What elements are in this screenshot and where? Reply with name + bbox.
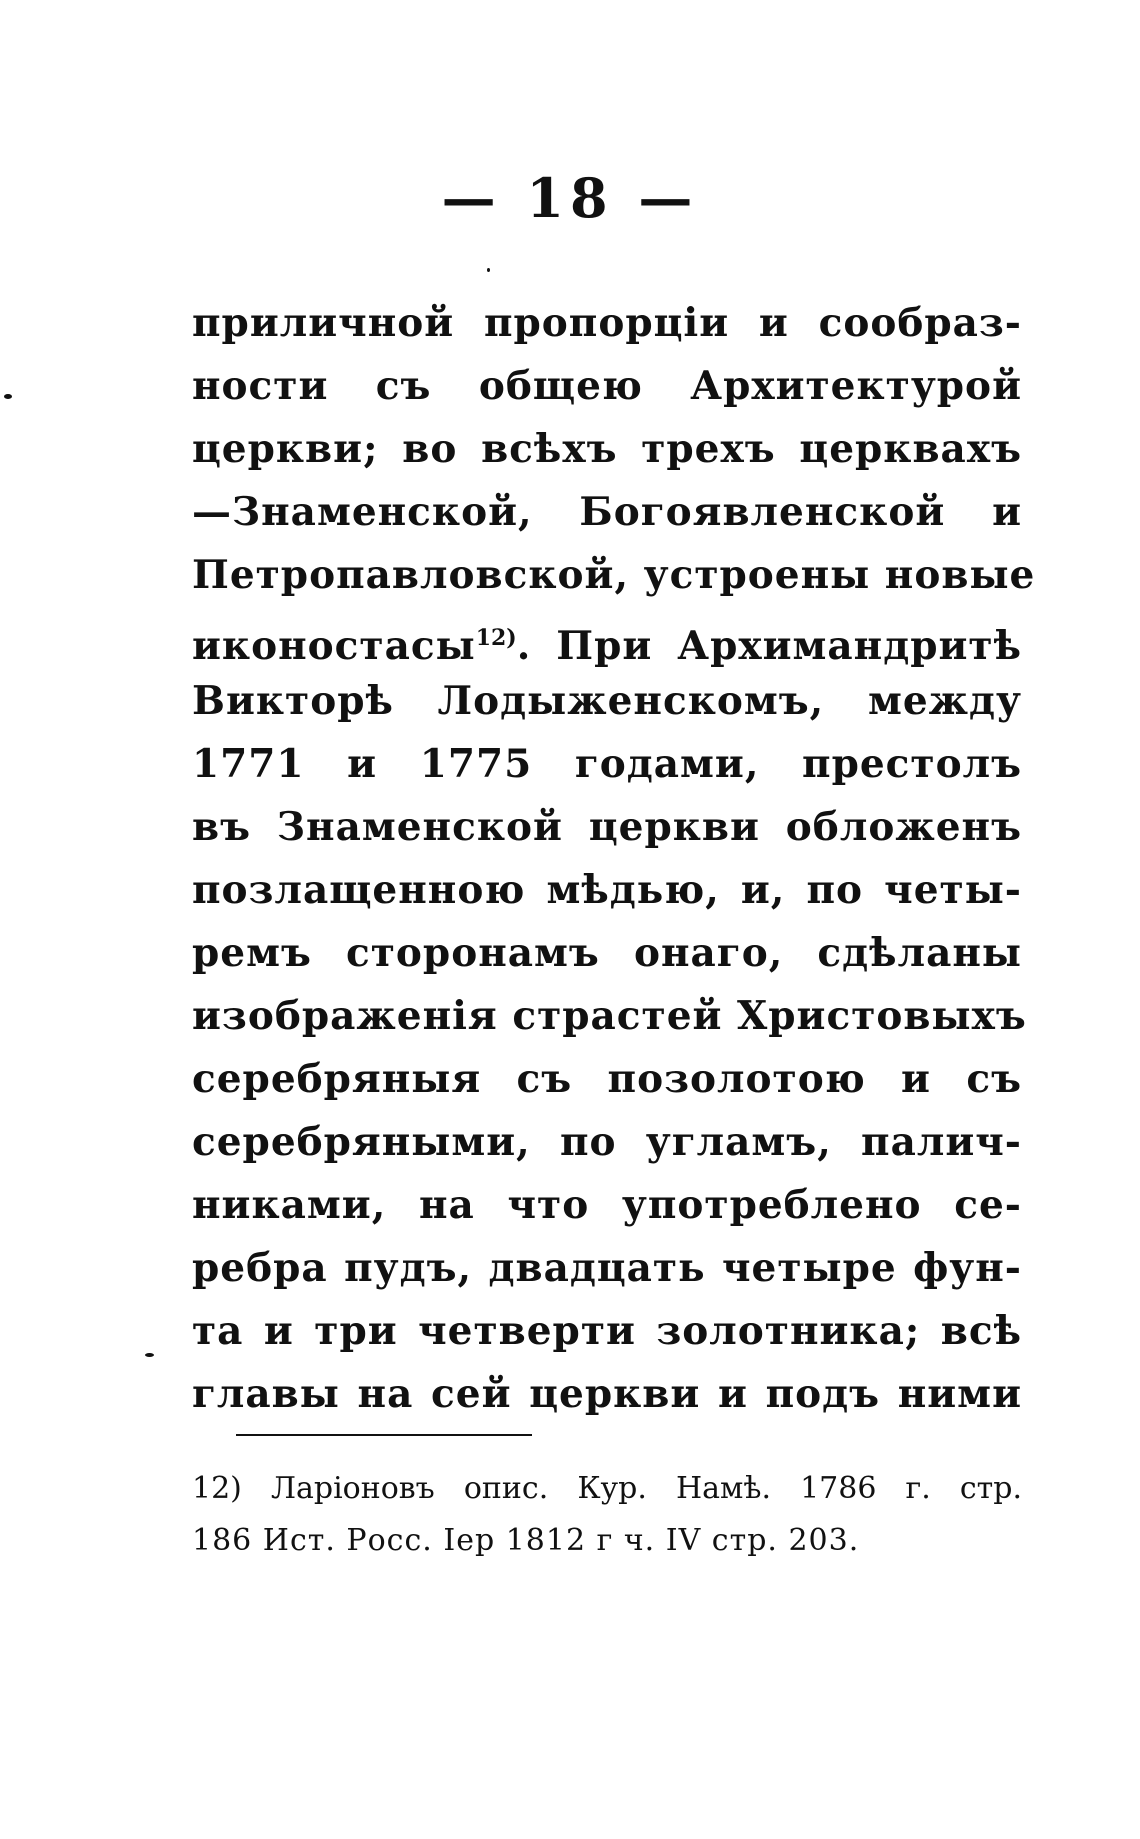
text-line: въ Знаменской церкви обложенъ bbox=[192, 804, 1022, 850]
text-line: серебряными, по угламъ, палич- bbox=[192, 1119, 1022, 1165]
text-line: приличной пропорціи и сообраз- bbox=[192, 300, 1022, 346]
text-line: 1771 и 1775 годами, престолъ bbox=[192, 741, 1022, 787]
text-line-with-footnote bbox=[192, 607, 1022, 670]
text-line: —Знаменской, Богоявленской и bbox=[192, 489, 1022, 535]
margin-speck bbox=[4, 394, 12, 399]
text-line: та и три четверти золотника; всѣ bbox=[192, 1308, 1022, 1354]
text-line: церкви; во всѣхъ трехъ церквахъ bbox=[192, 426, 1022, 472]
text-line: изображенія страстей Христовыхъ bbox=[192, 993, 1027, 1039]
text-fragment: иконостасы bbox=[192, 623, 476, 669]
text-line: серебряныя съ позолотою и съ bbox=[192, 1056, 1022, 1102]
text-line: никами, на что употреблено се- bbox=[192, 1182, 1022, 1228]
footnote-line: 186 Ист. Росс. Іер 1812 г ч. IV стр. 203. bbox=[192, 1523, 860, 1558]
footnote-line: 12) Ларіоновъ опис. Кур. Намѣ. 1786 г. стр. bbox=[192, 1471, 1022, 1506]
text-line: Петропавловской, устроены новые bbox=[192, 552, 1036, 598]
footnote-reference: 12) bbox=[475, 625, 517, 651]
footnote-divider bbox=[236, 1434, 532, 1436]
text-line: ребра пудъ, двадцать четыре фун- bbox=[192, 1245, 1022, 1291]
text-line: ремъ сторонамъ онаго, сдѣланы bbox=[192, 930, 1022, 976]
footnote bbox=[192, 1463, 1022, 1567]
text-line: ности съ общею Архитектурой bbox=[192, 363, 1022, 409]
text-fragment: . При Архимандритѣ bbox=[516, 623, 1022, 669]
page-number: — 18 — bbox=[441, 166, 699, 230]
main-text bbox=[192, 292, 1036, 1426]
text-line: Викторѣ Лодыженскомъ, между bbox=[192, 678, 1022, 724]
margin-speck bbox=[487, 268, 490, 272]
text-line: позлащенною мѣдью, и, по четы- bbox=[192, 867, 1022, 913]
text-line: главы на сей церкви и подъ ними bbox=[192, 1371, 1022, 1417]
margin-speck bbox=[145, 1353, 154, 1357]
